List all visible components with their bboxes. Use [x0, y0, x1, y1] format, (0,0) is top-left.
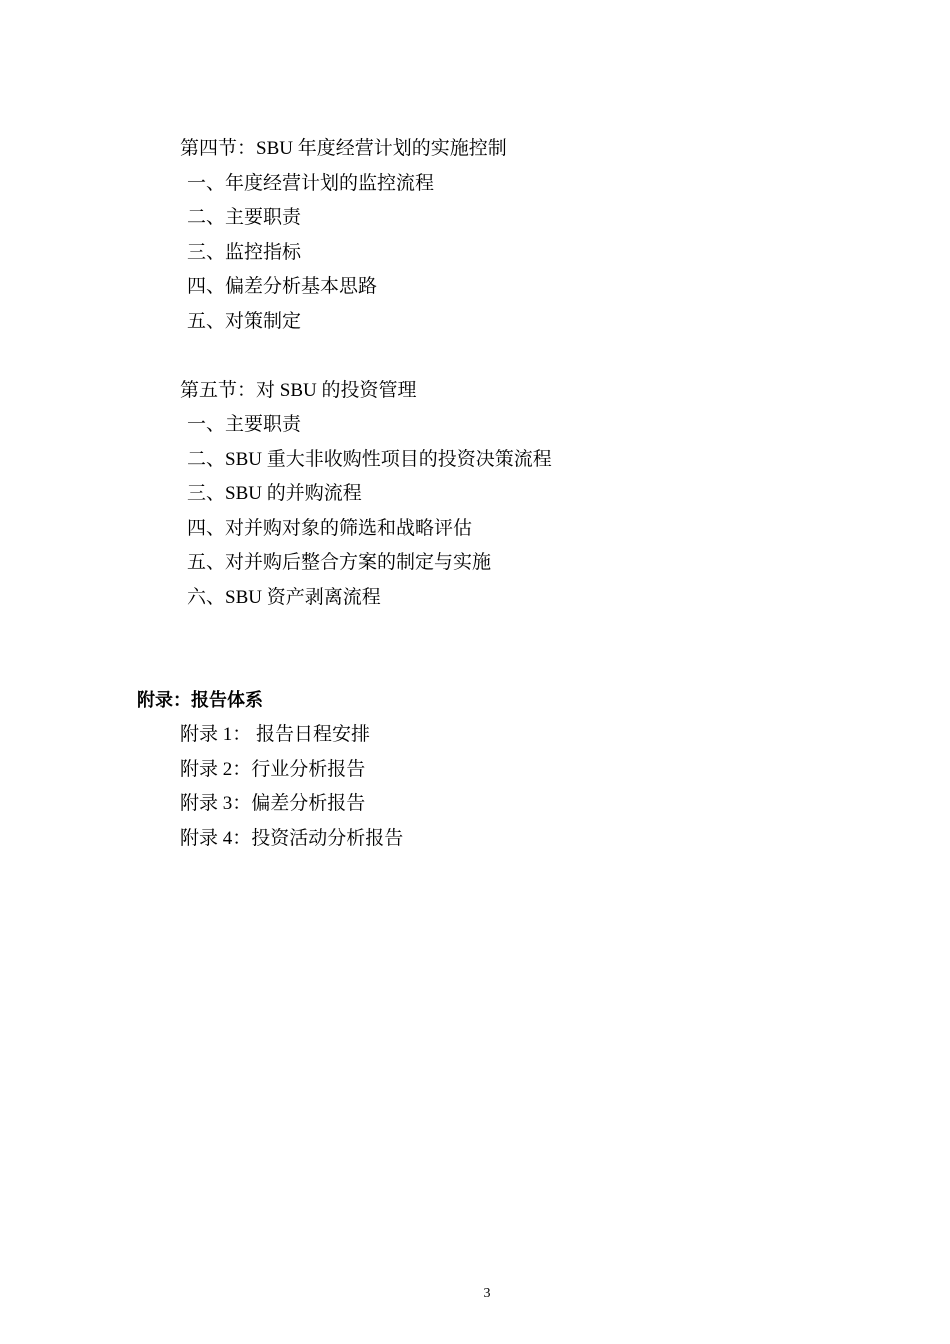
- section5-item: 二、SBU 重大非收购性项目的投资决策流程: [187, 449, 552, 470]
- appendix-item: 附录 2：行业分析报告: [180, 759, 366, 780]
- section4-item: 一、年度经营计划的监控流程: [187, 173, 435, 194]
- appendix-item: 附录 1： 报告日程安排: [180, 724, 371, 745]
- section5-item: 三、SBU 的并购流程: [187, 483, 362, 504]
- page-number: 3: [483, 1286, 491, 1301]
- section4-title: 第四节：SBU 年度经营计划的实施控制: [180, 138, 507, 159]
- appendix-item: 附录 3：偏差分析报告: [180, 793, 366, 814]
- section5-title: 第五节：对 SBU 的投资管理: [180, 380, 417, 401]
- section4-item: 三、监控指标: [187, 242, 302, 263]
- section4-item: 五、对策制定: [187, 311, 302, 332]
- appendix-title: 附录：报告体系: [137, 690, 263, 711]
- section5-item: 六、SBU 资产剥离流程: [187, 587, 381, 608]
- section4-item: 二、主要职责: [187, 207, 302, 228]
- section5-item: 一、主要职责: [187, 414, 302, 435]
- section5-item: 五、对并购后整合方案的制定与实施: [187, 552, 492, 573]
- appendix-item: 附录 4：投资活动分析报告: [180, 828, 404, 849]
- section4-item: 四、偏差分析基本思路: [187, 276, 378, 297]
- section5-item: 四、对并购对象的筛选和战略评估: [187, 518, 473, 539]
